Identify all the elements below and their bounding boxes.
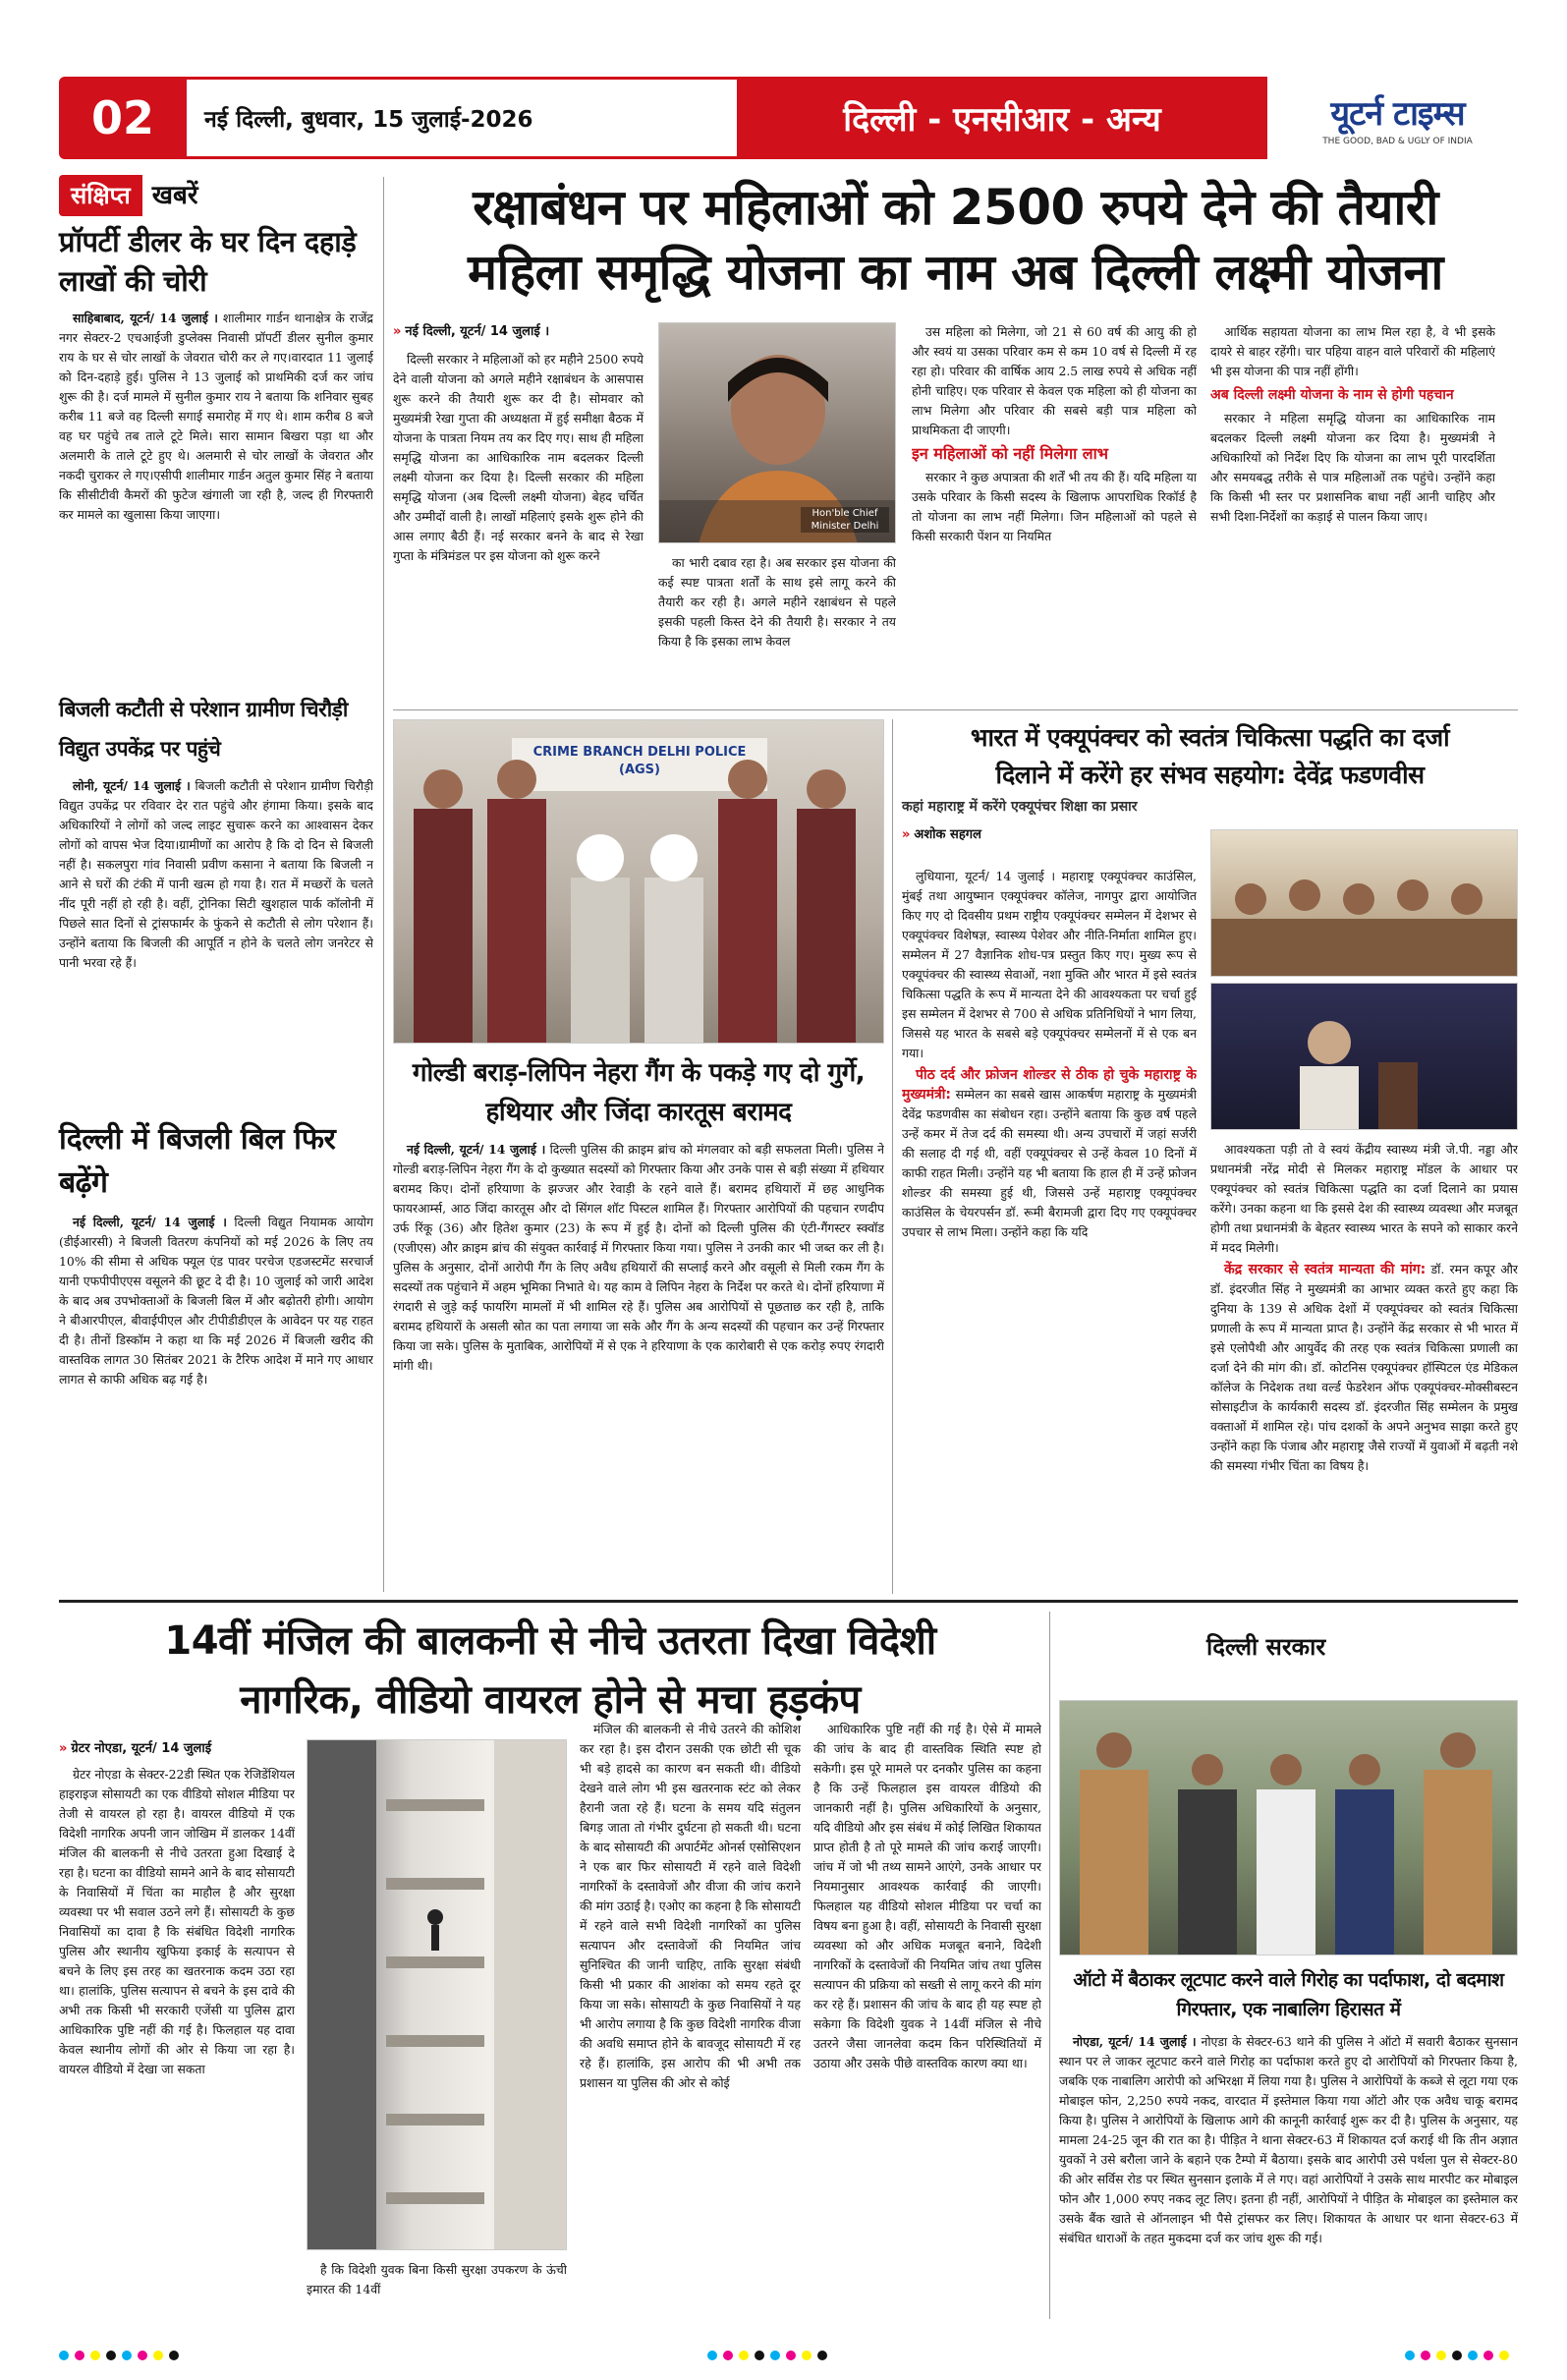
gang-dateline: नई दिल्ली, यूटर्न/ 14 जुलाई ।: [407, 1142, 546, 1157]
lead-col-4-subhead: अब दिल्ली लक्ष्मी योजना के नाम से होगी पहचान: [1210, 387, 1454, 403]
brief-3-body: [59, 1213, 373, 1547]
brief-1-dateline: साहिबाबाद, यूटर्न/ 14 जुलाई ।: [73, 311, 218, 325]
balcony-col-2: [307, 2260, 567, 2309]
brief-3-headline: दिल्ली में बिजली बिल फिर बढ़ेंगे: [59, 1122, 336, 1200]
gang-arrest-photo: [393, 719, 884, 1044]
gang-text: दिल्ली पुलिस की क्राइम ब्रांच को मंगलवार को बड़ी सफलता मिली। पुलिस ने गोल्डी बराड़-लिपिन नेहरा गैंग के दो कुख्यात सदस्यों को गिरफ्तार किया और उनके पास से बड़ी संख्या में हथियार बरामद किए। दोनों हरियाणा के झज्जर और रेवाड़ी के रहने वाले हैं। बरामद हथियारों में छह आधुनिक फायरआर्म्स, आठ जिंदा कारतूस और दो सिंगल शॉट पिस्टल शामिल हैं। गिरफ्तार आरोपियों की पहचान रणदीप उर्फ रिंकू (36) और हितेश कुमार (23) के रूप में हुई है। दोनों को दिल्ली पुलिस की एंटी-गैंगस्टर स्क्वॉड (एजीएस) और क्राइम ब्रांच की संयुक्त कार्रवाई में गिरफ्तार किया गया। पुलिस ने उनकी कार भी जब्त कर ली है। पुलिस के अनुसार, दोनों आरोपी गैंग के लिए अवैध हथियारों की सप्लाई करने और वसूली से मिली रकम गैंग के सदस्यों तक पहुंचाने में अहम भूमिका निभाते थे। यह काम वे लिपिन नेहरा के निर्देश पर करते थे। दोनों हरियाणा में रंगदारी से जुड़े कई फायरिंग मामलों में भी शामिल रहे हैं। पुलिस अब आरोपियों से पूछताछ कर रही है, ताकि बरामद हथियारों के असली स्रोत का पता लगाया जा सके और गैंग के अन्य सदस्यों की पहचान कर उन्हें गिरफ्तार किया जा सके। पुलिस के मुताबिक, आरोपियों में से एक ने हरियाणा के एक कारोबारी से एक करोड़ रुपए रंगदारी मांगी थी।: [393, 1142, 884, 1373]
acu-col-2-subhead: केंद्र सरकार से स्वतंत्र मान्यता की मांग:: [1224, 1262, 1427, 1277]
noida-text: नोएडा के सेक्टर-63 थाने की पुलिस ने ऑटो में सवारी बैठाकर सुनसान स्थान पर ले जाकर लूटपाट करने वाले गिरोह का पर्दाफाश करते हुए दो आरोपियों को गिरफ्तार किया है, जबकि एक नाबालिग आरोपी को अभिरक्षा में लिया गया है। पुलिस ने आरोपियों के कब्जे से लूटा गया एक मोबाइल फोन, 2,250 रुपये नकद, वारदात में इस्तेमाल किया गया ऑटो और एक अवैध चाकू बरामद किया है। पुलिस ने आरोपियों के खिलाफ आगे की कानूनी कार्रवाई शुरू कर दी है। पुलिस के अनुसार, यह मामला 24-25 जून की रात का है। पीड़ित ने थाना सेक्टर-63 में शिकायत दर्ज कराई थी कि तीन अज्ञात युवकों ने उसे बरौला जाने के बहाने एक टैम्पो में बैठाया। इसके बाद आरोपी उसे पर्थला पुल से सेक्टर-80 की ओर सर्विस रोड पर स्थित सुनसान इलाके में ले गए। वहां आरोपियों ने उसके साथ मारपीट कर मोबाइल फोन और 1,000 रुपए नकद लूट लिए। इतना ही नहीं, आरोपियों ने पीड़ित के मोबाइल का इस्तेमाल कर उसके बैंक खाते से ऑनलाइन भी पैसे ट्रांसफर कर लिए। शिकायत के आधार पर थाना सेक्टर-63 में संबंधित धाराओं के तहत मुकदमा दर्ज कर जांच शुरू की गई।: [1059, 2034, 1518, 2245]
balcony-video-still: [307, 1739, 567, 2250]
acu-col-2: [1210, 1140, 1518, 1594]
noida-headline: ऑटो में बैठाकर लूटपाट करने वाले गिरोह का पर्दाफाश, दो बदमाश गिरफ्तार, एक नाबालिग हिरासत में: [1073, 1969, 1504, 2020]
balcony-byline: » ग्रेटर नोएडा, यूटर्न/ 14 जुलाई: [59, 1741, 212, 1756]
acu-col-1: [902, 867, 1197, 1594]
lead-col-4-para-a: आर्थिक सहायता योजना का लाभ मिल रहा है, वे भी इसके दायरे से बाहर रहेंगी। चार पहिया वाहन वाले परिवारों की महिलाएं भी इस योजना की पात्र नहीं होंगी।: [1210, 324, 1495, 378]
registration-marks-right: [1405, 2351, 1509, 2360]
acu-col-2-para: आवश्यकता पड़ी तो वे स्वयं केंद्रीय स्वास्थ्य मंत्री जे.पी. नड्डा और प्रधानमंत्री नरेंद्र मोदी से मिलकर महाराष्ट्र मॉडल के आधार पर एक्यूपंक्चर को स्वतंत्र चिकित्सा पद्धति का दर्जा दिलाने का प्रयास करेंगे। उनका कहना था कि इससे देश की स्वास्थ्य व्यवस्था और मजबूत होगी तथा प्रधानमंत्री के बेहतर स्वास्थ्य भारत के सपने को साकार करने में मदद मिलेगी।: [1210, 1142, 1518, 1255]
brand-name: यूटर्न टाइम्स: [1330, 94, 1465, 134]
acu-byline-text: अशोक सहगल: [914, 827, 981, 842]
lead-col-4-para-b: सरकार ने महिला समृद्धि योजना का आधिकारिक नाम बदलकर दिल्ली लक्ष्मी योजना कर दिया है। मुख्यमंत्री ने अधिकारियों को निर्देश दिए कि योजना का लाभ पूरी पारदर्शिता और समयबद्ध तरीके से पात्र महिलाओं तक पहुंचे। उन्होंने कहा कि किसी भी स्तर पर प्रशासनिक बाधा नहीं आनी चाहिए और सभी दिशा-निर्देशों का कड़ाई से पालन किया जाए।: [1210, 411, 1495, 524]
registration-marks-center: [707, 2351, 827, 2360]
photo-caption: Hon'ble Chief Minister Delhi: [801, 507, 889, 533]
acu-col-2-para-b: डॉ. रमन कपूर और डॉ. इंदरजीत सिंह ने मुख्यमंत्री का आभार व्यक्त करते हुए कहा कि दुनिया के 139 से अधिक देशों में एक्यूपंक्चर को स्वतंत्र चिकित्सा प्रणाली के रूप में मान्यता प्राप्त है। उन्होंने केंद्र सरकार से भी भारत में इसे एलोपैथी और आयुर्वेद की तरह एक स्वतंत्र चिकित्सा प्रणाली का दर्जा देने की मांग की। डॉ. कोटनिस एक्यूपंक्चर हॉस्पिटल एंड मेडिकल कॉलेज के निदेशक तथा वर्ल्ड फेडरेशन ऑफ एक्यूपंक्चर-मोक्सीबस्टन सोसाइटीज के कार्यकारी सदस्य डॉ. इंदरजीत सिंह सम्मेलन के प्रमुख वक्ताओं में शामिल रहे। पांच दशकों के अपने अनुभव साझा करते हुए उन्होंने कहा कि पंजाब और महाराष्ट्र जैसे राज्यों में युवाओं में बढ़ती नशे की समस्या गंभीर चिंता का विषय है।: [1210, 1262, 1518, 1473]
section-divider: [59, 1600, 1518, 1603]
brief-2-text: बिजली कटौती से परेशान ग्रामीण चिरौड़ी विद्युत उपकेंद्र पर रविवार देर रात पहुंचे और हंगामा किया। इसके बाद अधिकारियों ने लोगों को जल्द लाइट सुचारू करने का आश्वासन देकर लोगों को वापस भेज दिया।ग्रामीणों का आरोप है कि दो दिन से बिजली नहीं है। सकलपुरा गांव निवासी प्रवीण कसाना ने बताया कि बिजली न आने से घरों की टंकी में पानी खत्म हो गया है। रात में मच्छरों के चलते नींद पूरी नहीं हो रही है। वहीं, ट्रोनिका सिटी खुशहाल पार्क कॉलोनी में पिछले सात दिनों से ट्रांसफार्मर के फुंकने से कटौती से लोग परेशान हैं। उन्होंने बताया कि बिजली की आपूर्ति न होने के चलते लोग जनरेटर से पानी भरवा रहे हैं।: [59, 778, 373, 970]
lead-byline-text: नई दिल्ली, यूटर्न/ 14 जुलाई ।: [405, 324, 550, 339]
lead-col-3: [912, 322, 1197, 696]
brief-2-body: [59, 776, 373, 1110]
noida-body: [1059, 2032, 1518, 2319]
lead-col-3-subhead: इन महिलाओं को नहीं मिलेगा लाभ: [912, 444, 1109, 463]
noida-story: [1059, 1612, 1518, 2319]
noida-arrest-illustration: [1060, 1701, 1518, 1955]
balcony-col-2-para: है कि विदेशी युवक बिना किसी सुरक्षा उपकरण के ऊंची इमारत की 14वीं: [307, 2262, 567, 2296]
brief-column: [59, 175, 373, 1600]
acu-col-1-para-b: सम्मेलन का सबसे खास आकर्षण महाराष्ट्र के मुख्यमंत्री देवेंद्र फडणवीस का संबोधन रहा। उन्होंने बताया कि कुछ वर्ष पहले उन्हें कमर में तेज दर्द की समस्या थी। अन्य उपचारों में जहां सर्जरी की सलाह दी गई थी, वहीं एक्यूपंक्चर से उन्हें केवल 10 दिनों में काफी राहत मिली। उन्होंने यह भी बताया कि हाल ही में उन्हें फ्रोजन शोल्डर की समस्या हुई थी, जिससे उन्हें महाराष्ट्र एक्यूपंक्चर काउंसिल के चेयरपर्सन डॉ. रूमी बैरामजी द्वारा दिए गए एक्यूपंक्चर उपचार से लाभ मिला। उन्होंने कहा कि यदि: [902, 1087, 1197, 1239]
noida-kicker: दिल्ली सरकार: [1206, 1633, 1326, 1661]
brief-tag-red: संक्षिप्त: [59, 175, 142, 216]
acu-kicker: कहां महाराष्ट्र में करेंगे एक्यूपंचर शिक्षा का प्रसार: [902, 799, 1138, 815]
acu-headline-2: दिलाने में करेंगे हर संभव सहयोग: देवेंद्र फडणवीस: [995, 761, 1425, 789]
noida-arrest-photo: [1059, 1700, 1518, 1955]
noida-dateline: नोएडा, यूटर्न/ 14 जुलाई ।: [1073, 2034, 1197, 2049]
acu-byline: » अशोक सहगल: [902, 827, 981, 842]
brief-tag: [59, 175, 373, 216]
dateline-bar: [187, 77, 737, 159]
balcony-byline-text: ग्रेटर नोएडा, यूटर्न/ 14 जुलाई: [71, 1741, 212, 1756]
masthead: [59, 71, 1518, 165]
column-rule: [1049, 1612, 1050, 2319]
photo-banner-text: CRIME BRANCH DELHI POLICE (AGS): [532, 745, 747, 777]
lead-col-3-para-a: उस महिला को मिलेगा, जो 21 से 60 वर्ष की आयु की हो और स्वयं या उसका परिवार कम से कम 10 वर्ष से दिल्ली में रह रहा हो। परिवार की वार्षिक आय 2.5 लाख रुपये से अधिक नहीं होनी चाहिए। एक परिवार से केवल एक महिला को ही योजना का लाभ मिलेगा और परिवार की सबसे बड़ी पात्र महिला को प्राथमिकता दी जाएगी।: [912, 324, 1197, 437]
column-rule: [892, 719, 893, 1594]
balcony-headline-1: 14वीं मंजिल की बालकनी से नीचे उतरता दिखा विदेशी: [164, 1618, 936, 1664]
chief-minister-photo: [658, 322, 896, 543]
balcony-col-3-para: मंजिल की बालकनी से नीचे उतरने की कोशिश कर रहा है। इस दौरान उसकी एक छोटी सी चूक भी बड़े हादसे का कारण बन सकती थी। वीडियो देखने वाले लोग भी इस खतरनाक स्टंट को लेकर हैरानी जता रहे हैं। घटना के समय यदि संतुलन बिगड़ जाता तो गंभीर दुर्घटना हो सकती थी। घटना के बाद सोसायटी की अपार्टमेंट ओनर्स एसोसिएशन ने एक बार फिर सोसायटी में रहने वाले विदेशी नागरिकों के दस्तावेजों और वीजा की जांच कराने की मांग उठाई है। एओए का कहना है कि सोसायटी में रहने वाले सभी विदेशी नागरिकों का पुलिस सत्यापन और दस्तावेजों की नियमित जांच सुनिश्चित की जानी चाहिए, ताकि सुरक्षा संबंधी किसी भी प्रकार की आशंका को समय रहते दूर किया जा सके। सोसायटी के कुछ निवासियों ने यह भी आरोप लगाया है कि कुछ विदेशी नागरिक वीजा की अवधि समाप्त होने के बावजूद सोसायटी में रह रहे हैं। हालांकि, इस आरोप की भी अभी तक प्रशासन या पुलिस की ओर से कोई: [580, 1722, 801, 2090]
lead-headline-2: महिला समृद्धि योजना का नाम अब दिल्ली लक्ष्मी योजना: [468, 244, 1443, 301]
lead-col-1: [393, 322, 644, 696]
column-rule: [383, 177, 384, 1592]
brief-2-dateline: लोनी, यूटर्न/ 14 जुलाई ।: [73, 778, 191, 793]
brief-2-headline: बिजली कटौती से परेशान ग्रामीण चिरौड़ी विद्युत उपकेंद्र पर पहुंचे: [59, 698, 348, 761]
balcony-col-3: [580, 1720, 801, 2309]
page-number-badge: [59, 77, 187, 159]
balcony-col-4: [813, 1720, 1041, 2309]
brief-tag-black: खबरें: [142, 175, 208, 216]
acu-col-1-para: लुधियाना, यूटर्न/ 14 जुलाई । महाराष्ट्र एक्यूपंक्चर काउंसिल, मुंबई तथा आयुष्मान एक्यूपंक्चर कॉलेज, नागपुर द्वारा आयोजित किए गए दो दिवसीय प्रथम राष्ट्रीय एक्यूपंक्चर सम्मेलन में देशभर से एक्यूपंक्चर विशेषज्ञ, स्वास्थ्य पेशेवर और नीति-निर्माता शामिल हुए। सम्मेलन में 27 वैज्ञानिक शोध-पत्र प्रस्तुत किए गए। मुख्य रूप से एक्यूपंक्चर की स्वास्थ्य सेवाओं, नशा मुक्ति और भारत में इसे स्वतंत्र चिकित्सा पद्धति के रूप में मान्यता देने की आवश्यकता पर चर्चा हुई इस सम्मेलन में देशभर से 700 से अधिक प्रतिनिधियों ने भाग लिया, जिससे यह भारत के सबसे बड़े एक्यूपंक्चर सम्मेलनों में से एक बन गया।: [902, 869, 1197, 1060]
lead-byline: » नई दिल्ली, यूटर्न/ 14 जुलाई ।: [393, 324, 550, 339]
lead-col-3-para-b: सरकार ने कुछ अपात्रता की शर्तें भी तय की हैं। यदि महिला या उसके परिवार के किसी सदस्य के खिलाफ आपराधिक रिकॉर्ड है तो योजना का लाभ नहीं मिलेगा। जिन महिलाओं को पहले से किसी सरकारी पेंशन या नियमित: [912, 470, 1197, 543]
brief-1-headline: प्रॉपर्टी डीलर के घर दिन दहाड़े लाखों की चोरी: [59, 225, 357, 298]
brief-3-text: दिल्ली विद्युत नियामक आयोग (डीईआरसी) ने बिजली वितरण कंपनियों को मई 2026 के लिए तय 10% की सीमा से अधिक फ्यूल एंड पावर परचेज एडजस्टमेंट सरचार्ज यानी एफपीपीएएस वसूलने की छूट दे दी है। 10 जुलाई को जारी आदेश के बाद अब उपभोक्ताओं के बिजली बिल में और बढ़ोतरी होगी। आयोग ने बीआरपीएल, बीवाईपीएल और टीपीडीडीएल के आवेदन पर यह राहत दी है। तीनों डिस्कॉम ने कहा था कि मई 2026 में बिजली खरीद की वास्तविक लागत 30 सितंबर 2021 के टैरिफ आदेश में माने गए आधार लागत से काफी अधिक बढ़ गई है।: [59, 1215, 373, 1387]
section-title: दिल्ली - एनसीआर - अन्य: [843, 100, 1161, 140]
balcony-headline-2: नागरिक, वीडियो वायरल होने से मचा हड़कंप: [240, 1677, 861, 1723]
conference-photo: [1210, 829, 1518, 977]
registration-marks-left: [59, 2351, 179, 2360]
brief-1-body: [59, 309, 373, 682]
lead-col-1-para: दिल्ली सरकार ने महिलाओं को हर महीने 2500 रुपये देने वाली योजना को अगले महीने रक्षाबंधन के आसपास शुरू करने की तैयारी शुरू कर दी है। सोमवार को मुख्यमंत्री रेखा गुप्ता की अध्यक्षता में हुई समीक्षा बैठक में योजना के पात्रता नियम तय कर दिए गए। साथ ही महिला समृद्धि योजना का आधिकारिक नाम बदलकर दिल्ली लक्ष्मी योजना कर दिया है। दिल्ली सरकार की महिला समृद्धि योजना (अब दिल्ली लक्ष्मी योजना) बेहद चर्चित और उम्मीदों वाली है। लाखों महिलाएं इसके शुरू होने की आस लगाए बैठी हैं। नई सरकार बनने के बाद से रेखा गुप्ता के मंत्रिमंडल पर इस योजना को शुरू करने: [393, 352, 644, 563]
lead-col-1-text: [393, 350, 644, 684]
balcony-col-1: [59, 1739, 295, 2309]
lead-col-4: [1210, 322, 1495, 696]
lead-story: [393, 175, 1518, 706]
brand-tagline: THE GOOD, BAD & UGLY OF INDIA: [1322, 137, 1473, 146]
balcony-col-1-para: ग्रेटर नोएडा के सेक्टर-22डी स्थित एक रेजिडेंशियल हाइराइज सोसायटी का एक वीडियो सोशल मीडिया पर तेजी से वायरल हो रहा है। वायरल वीडियो में एक विदेशी नागरिक अपनी जान जोखिम में डालकर 14वीं मंजिल की बालकनी से नीचे उतरता हुआ दिखाई दे रहा है। घटना का वीडियो सामने आने के बाद सोसायटी के निवासियों में चिंता का माहौल है और सुरक्षा व्यवस्था पर भी सवाल उठने लगे हैं। सोसायटी के कुछ निवासियों का दावा है कि संबंधित विदेशी नागरिक पुलिस और स्थानीय खुफिया इकाई के सत्यापन से बचने के लिए इस तरह का खतरनाक कदम उठा रहा था। हालांकि, पुलिस सत्यापन से बचने के इस दावे की अभी तक किसी भी सरकारी एजेंसी या पुलिस द्वारा आधिकारिक पुष्टि नहीं की गई है। फिलहाल यह दावा केवल स्थानीय लोगों की ओर से किया जा रहा है। वायरल वीडियो में देखा जा सकता: [59, 1767, 295, 2076]
speaker-photo: [1210, 983, 1518, 1130]
section-banner: [737, 77, 1267, 159]
conference-stage-illustration: [1211, 830, 1518, 977]
lead-col-2-para: का भारी दबाव रहा है। अब सरकार इस योजना की कई स्पष्ट पात्रता शर्तों के साथ इसे लागू करने की तैयारी कर रही है। अगले महीने रक्षाबंधन से पहले इसकी पहली किस्त देने की तैयारी है। सरकार ने तय किया है कि इसका लाभ केवल: [658, 555, 896, 649]
balcony-story: [59, 1612, 1041, 2319]
lead-col-2: [658, 553, 896, 691]
gang-body: [393, 1140, 884, 1592]
acu-col-1-subhead: पीठ दर्द और फ्रोजन शोल्डर से ठीक हो चुके महाराष्ट्र के मुख्यमंत्री:: [902, 1067, 1197, 1103]
brief-3-dateline: नई दिल्ली, यूटर्न/ 14 जुलाई ।: [73, 1215, 227, 1229]
acu-headline-1: भारत में एक्यूपंक्चर को स्वतंत्र चिकित्सा पद्धति का दर्जा: [970, 723, 1450, 752]
acupuncture-story: [902, 719, 1518, 1599]
issue-dateline: नई दिल्ली, बुधवार, 15 जुलाई-2026: [204, 107, 533, 133]
balcony-col-1-text: [59, 1765, 295, 2305]
balcony-col-4-para: आधिकारिक पुष्टि नहीं की गई है। ऐसे में मामले की जांच के बाद ही वास्तविक स्थिति स्पष्ट हो सकेगी। इस पूरे मामले पर दनकौर पुलिस का कहना है कि उन्हें फिलहाल इस वायरल वीडियो की जानकारी नहीं है। पुलिस अधिकारियों के अनुसार, यदि वीडियो और इस संबंध में कोई लिखित शिकायत प्राप्त होती है तो पूरे मामले की जांच कराई जाएगी। जांच में जो भी तथ्य सामने आएंगे, उनके आधार पर नियमानुसार आवश्यक कार्रवाई की जाएगी। फिलहाल यह वीडियो सोशल मीडिया पर चर्चा का विषय बना हुआ है। वहीं, सोसायटी के निवासी सुरक्षा व्यवस्था को और अधिक मजबूत बनाने, विदेशी नागरिकों के दस्तावेजों की नियमित जांच तथा पुलिस सत्यापन की प्रक्रिया को सख्ती से लागू करने की मांग कर रहे हैं। प्रशासन की जांच के बाद ही यह स्पष्ट हो सकेगा कि विदेशी युवक ने 14वीं मंजिल से नीचे उतरने जैसा जानलेवा कदम किन परिस्थितियों में उठाया और उसके पीछे वास्तविक कारण क्या था।: [813, 1722, 1041, 2070]
divider: [393, 709, 1518, 710]
page-number: 02: [90, 91, 154, 144]
building-facade-illustration: [308, 1740, 567, 2250]
lead-headline-1: रक्षाबंधन पर महिलाओं को 2500 रुपये देने की तैयारी: [473, 179, 1438, 236]
brand-logo: [1277, 71, 1518, 165]
gang-headline: गोल्डी बराड़-लिपिन नेहरा गैंग के पकड़े गए दो गुर्गे, हथियार और जिंदा कारतूस बरामद: [412, 1058, 866, 1127]
speaker-illustration: [1211, 984, 1518, 1130]
gang-story: [393, 719, 884, 1599]
brief-1-text: शालीमार गार्डन थानाक्षेत्र के राजेंद्र नगर सेक्टर-2 एचआईजी डुप्लेक्स निवासी प्रॉपर्टी डीलर सुनील कुमार राय के घर से चोर लाखों के जेवरात चोरी कर ले गए।वारदात 11 जुलाई को दिन-दहाड़े हुई। पुलिस ने 13 जुलाई को प्राथमिकी दर्ज कर जांच शुरू की है। दर्ज मामले में सुनील कुमार राय ने बताया कि शनिवार सुबह करीब 11 बजे वह दिल्ली सगाई समारोह में गए थे। शाम करीब 8 बजे वह घर पहुंचे तब ताले टूटे मिले। सारा सामान बिखरा पड़ा था और अलमारी के ताले टूटे हुए थे। अलमारी से चोर लाखों के जेवरात और नकदी चुराकर ले गए।एसीपी शालीमार गार्डन अतुल कुमार सिंह ने बताया कि सीसीटीवी कैमरों की फुटेज खंगाली जा रही है, जल्द ही गिरफ्तारी कर मामले का खुलासा किया जाएगा।: [59, 311, 373, 522]
